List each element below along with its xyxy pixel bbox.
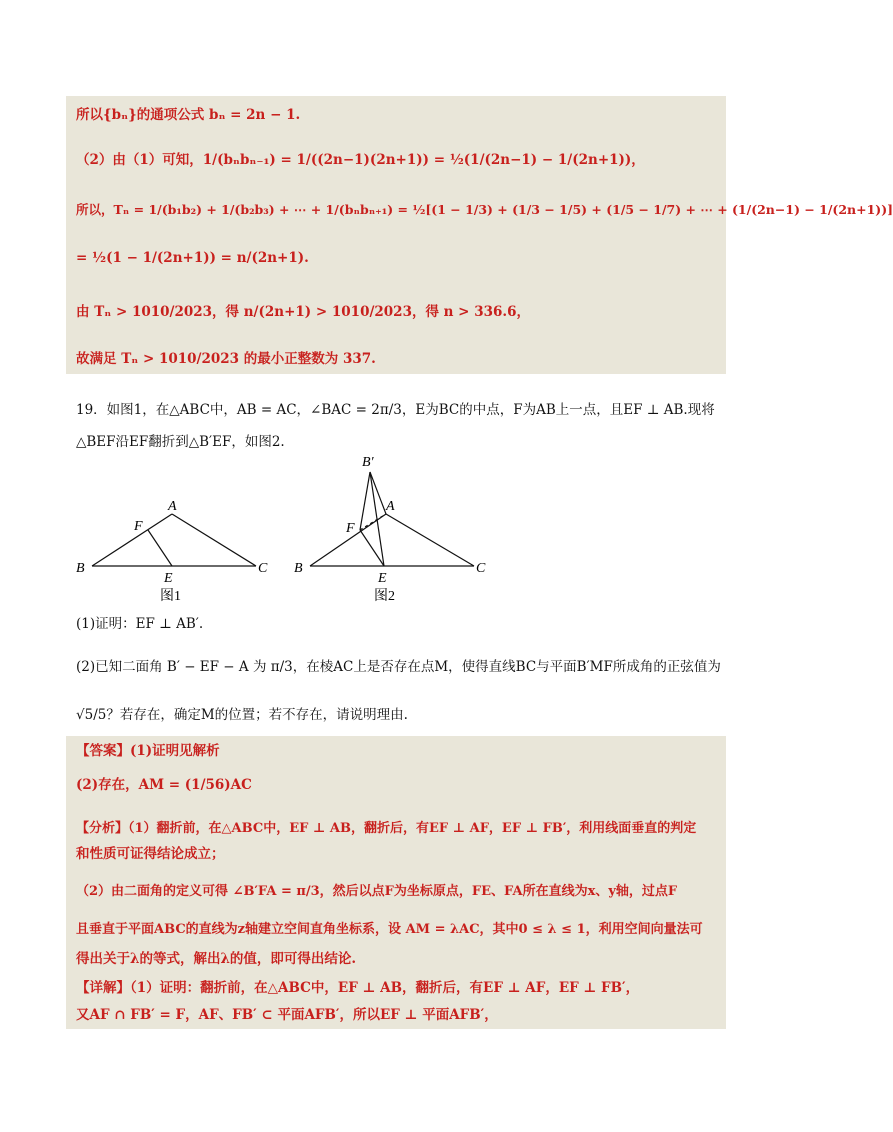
solution-highlight-top [66,96,726,374]
fig2-label-c: C [476,561,486,576]
figure-1-caption: 图1 [160,589,181,604]
fig1-label-e: E [164,571,173,586]
fig1-label-c: C [258,561,268,576]
detail-line-2: 又AF ∩ FB′ = F，AF、FB′ ⊂ 平面AFB′，所以EF ⊥ 平面AFB′， [76,1007,498,1023]
detail-line-1: 【详解】（1）证明：翻折前，在△ABC中，EF ⊥ AB，翻折后，有EF ⊥ AF，EF ⊥ FB′， [76,980,640,996]
figure-2 [310,472,474,566]
fig2-label-b: B [294,561,303,576]
analysis-line-2: 和性质可证得结论成立； [76,846,225,862]
solution-line-5: 由 Tₙ > 1010/2023，得 n/(2n+1) > 1010/2023，得 n > 336.6， [76,304,530,320]
answer-line-2: (2)存在，AM = (1/56)AC [76,777,252,793]
geometry-figures [60,450,500,610]
fig1-label-f: F [134,519,143,534]
fig2-label-b-prime: B′ [362,455,374,470]
fig2-label-a: A [386,499,395,514]
figure-1 [92,514,256,566]
fig2-label-e: E [378,571,387,586]
question-2-line-1: (2)已知二面角 B′ − EF − A 为 π/3，在棱AC上是否存在点M，使得直线BC与平面B′MF所成角的正弦值为 [76,659,721,675]
solution-line-4: = ½(1 − 1/(2n+1)) = n/(2n+1). [76,250,309,266]
solution-line-6: 故满足 Tₙ > 1010/2023 的最小正整数为 337. [76,351,376,367]
figure-2-caption: 图2 [374,589,395,604]
solution-line-1: 所以{bₙ}的通项公式 bₙ = 2n − 1. [76,107,301,123]
question-2-line-2: √5/5？若存在，确定M的位置；若不存在，请说明理由. [76,707,408,723]
solution-line-2: （2）由（1）可知，1/(bₙbₙ₋₁) = 1/((2n−1)(2n+1)) = ½(1/(2n−1) − 1/(2n+1))， [76,152,645,168]
analysis-line-1: 【分析】（1）翻折前，在△ABC中，EF ⊥ AB，翻折后，有EF ⊥ AF，EF ⊥ FB′，利用线面垂直的判定 [76,821,697,836]
analysis-line-5: 得出关于λ的等式，解出λ的值，即可得出结论. [76,951,357,967]
problem-line-2: △BEF沿EF翻折到△B′EF，如图2. [76,434,285,450]
question-1: (1)证明：EF ⊥ AB′. [76,616,204,632]
analysis-line-3: （2）由二面角的定义可得 ∠B′FA = π/3，然后以点F为坐标原点，FE、FA所在直线为x、y轴，过点F [76,884,678,899]
analysis-line-4: 且垂直于平面ABC的直线为z轴建立空间直角坐标系，设 AM = λAC，其中0 ≤ λ ≤ 1，利用空间向量法可 [76,922,703,937]
fig1-label-b: B [76,561,85,576]
problem-line-1: 19．如图1，在△ABC中，AB = AC，∠BAC = 2π/3，E为BC的中点，F为AB上一点，且EF ⊥ AB.现将 [76,402,715,418]
solution-line-3: 所以，Tₙ = 1/(b₁b₂) + 1/(b₂b₃) + ⋯ + 1/(bₙbₙ₊₁) = ½[(1 − 1/3) + (1/3 − 1/5) + (1/5 − 1/7) + ⋯ + (1/(2n−1) − 1/(2n+1))] [76,202,893,217]
fig1-label-a: A [168,499,177,514]
answer-line-1: 【答案】(1)证明见解析 [76,743,220,759]
fig2-label-f: F [346,521,355,536]
